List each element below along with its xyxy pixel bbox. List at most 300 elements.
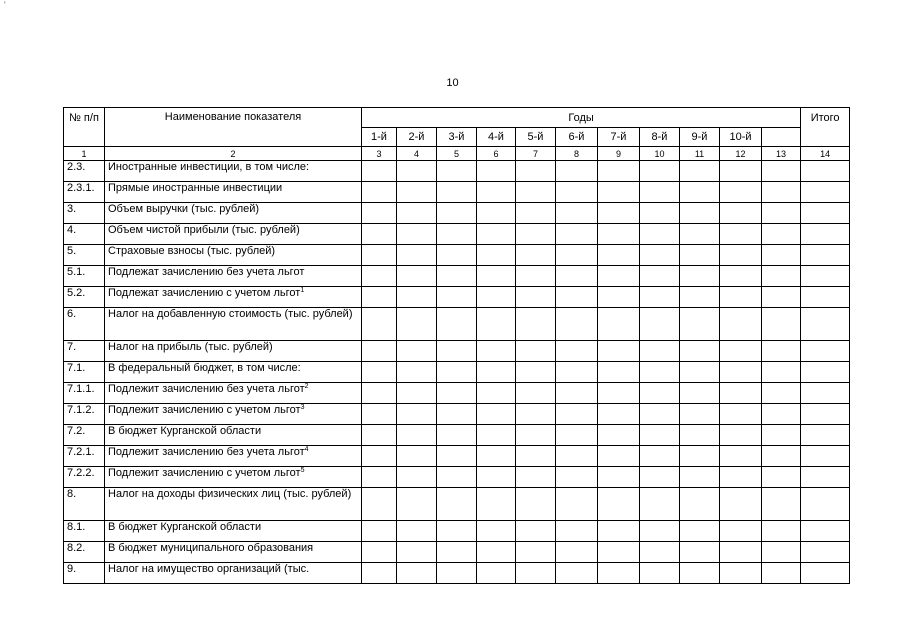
value-cell xyxy=(640,245,680,266)
value-cell xyxy=(397,521,437,542)
table-row xyxy=(64,404,850,425)
value-cell xyxy=(720,542,762,563)
table-row xyxy=(64,362,850,383)
value-cell xyxy=(720,362,762,383)
value-cell xyxy=(801,383,850,404)
row-code: 6. xyxy=(64,308,105,341)
header-year-10: 10-й xyxy=(720,128,762,147)
table-row xyxy=(64,308,850,341)
value-cell xyxy=(556,563,598,584)
value-cell xyxy=(516,446,556,467)
row-name: Подлежит зачислению без учета льгот xyxy=(108,383,305,395)
header-year-1: 1-й xyxy=(362,128,397,147)
row-code: 7. xyxy=(64,341,105,362)
value-cell xyxy=(598,341,640,362)
value-cell xyxy=(362,563,397,584)
column-number-14: 14 xyxy=(801,147,850,161)
value-cell xyxy=(801,245,850,266)
row-name-cell xyxy=(105,341,362,362)
column-number-8: 8 xyxy=(556,147,598,161)
value-cell xyxy=(516,467,556,488)
value-cell xyxy=(680,203,720,224)
table-row xyxy=(64,341,850,362)
table-row xyxy=(64,245,850,266)
value-cell xyxy=(598,404,640,425)
value-cell xyxy=(801,404,850,425)
value-cell xyxy=(362,488,397,521)
value-cell xyxy=(556,425,598,446)
value-cell xyxy=(516,488,556,521)
table-row xyxy=(64,287,850,308)
value-cell xyxy=(397,161,437,182)
value-cell xyxy=(477,308,516,341)
value-cell xyxy=(762,287,801,308)
row-name: Налог на доходы физических лиц (тыс. рублей) xyxy=(108,488,352,500)
value-cell xyxy=(762,404,801,425)
value-cell xyxy=(516,542,556,563)
value-cell xyxy=(801,521,850,542)
header-year-5: 5-й xyxy=(516,128,556,147)
value-cell xyxy=(598,542,640,563)
value-cell xyxy=(680,467,720,488)
row-code: 7.1.2. xyxy=(64,404,105,425)
table-row xyxy=(64,266,850,287)
value-cell xyxy=(720,308,762,341)
value-cell xyxy=(437,521,477,542)
value-cell xyxy=(516,287,556,308)
value-cell xyxy=(477,446,516,467)
value-cell xyxy=(762,542,801,563)
value-cell xyxy=(397,245,437,266)
value-cell xyxy=(477,425,516,446)
indicators-table xyxy=(63,107,850,584)
row-code: 5. xyxy=(64,245,105,266)
row-name: Подлежит зачислению с учетом льгот xyxy=(108,404,301,416)
value-cell xyxy=(556,224,598,245)
value-cell xyxy=(437,266,477,287)
value-cell xyxy=(437,446,477,467)
row-code: 7.1.1. xyxy=(64,383,105,404)
header-year-9: 9-й xyxy=(680,128,720,147)
value-cell xyxy=(801,488,850,521)
row-name: В федеральный бюджет, в том числе: xyxy=(108,362,301,374)
value-cell xyxy=(801,287,850,308)
value-cell xyxy=(680,488,720,521)
value-cell xyxy=(640,182,680,203)
value-cell xyxy=(362,521,397,542)
value-cell xyxy=(477,488,516,521)
footnote-marker: 5 xyxy=(300,467,305,474)
value-cell xyxy=(640,488,680,521)
value-cell xyxy=(640,383,680,404)
value-cell xyxy=(397,542,437,563)
table-row xyxy=(64,446,850,467)
value-cell xyxy=(477,563,516,584)
column-number-11: 11 xyxy=(680,147,720,161)
page-number: 10 xyxy=(446,77,459,89)
column-number-7: 7 xyxy=(516,147,556,161)
row-code: 7.2.2. xyxy=(64,467,105,488)
row-code: 8. xyxy=(64,488,105,521)
value-cell xyxy=(598,308,640,341)
value-cell xyxy=(362,383,397,404)
column-number-5: 5 xyxy=(437,147,477,161)
table-row xyxy=(64,563,850,584)
value-cell xyxy=(762,182,801,203)
row-code: 2.3.1. xyxy=(64,182,105,203)
value-cell xyxy=(516,203,556,224)
value-cell xyxy=(362,224,397,245)
value-cell xyxy=(680,542,720,563)
value-cell xyxy=(720,521,762,542)
value-cell xyxy=(640,446,680,467)
value-cell xyxy=(720,488,762,521)
row-name: Иностранные инвестиции, в том числе: xyxy=(108,161,310,173)
header-total-col: Итого xyxy=(801,108,850,147)
header-num-col: № п/п xyxy=(64,108,105,147)
column-number-1: 1 xyxy=(64,147,105,161)
value-cell xyxy=(477,467,516,488)
value-cell xyxy=(477,542,516,563)
value-cell xyxy=(801,224,850,245)
value-cell xyxy=(477,182,516,203)
value-cell xyxy=(516,425,556,446)
row-code: 4. xyxy=(64,224,105,245)
value-cell xyxy=(801,182,850,203)
value-cell xyxy=(680,266,720,287)
value-cell xyxy=(397,488,437,521)
row-name-cell xyxy=(105,287,362,308)
value-cell xyxy=(556,287,598,308)
value-cell xyxy=(362,425,397,446)
value-cell xyxy=(556,542,598,563)
value-cell xyxy=(762,446,801,467)
value-cell xyxy=(801,563,850,584)
value-cell xyxy=(801,446,850,467)
value-cell xyxy=(362,245,397,266)
value-cell xyxy=(720,563,762,584)
value-cell xyxy=(801,203,850,224)
header-year-4: 4-й xyxy=(477,128,516,147)
row-name-cell xyxy=(105,245,362,266)
value-cell xyxy=(397,425,437,446)
value-cell xyxy=(598,224,640,245)
value-cell xyxy=(720,341,762,362)
value-cell xyxy=(640,563,680,584)
header-year-2: 2-й xyxy=(397,128,437,147)
value-cell xyxy=(720,182,762,203)
table-row xyxy=(64,182,850,203)
value-cell xyxy=(516,182,556,203)
value-cell xyxy=(516,341,556,362)
value-cell xyxy=(437,308,477,341)
value-cell xyxy=(362,341,397,362)
column-number-9: 9 xyxy=(598,147,640,161)
value-cell xyxy=(680,383,720,404)
value-cell xyxy=(720,404,762,425)
row-name: Подлежит зачислению без учета льгот xyxy=(108,446,305,458)
value-cell xyxy=(762,224,801,245)
footnote-marker: 1 xyxy=(300,287,305,294)
value-cell xyxy=(397,383,437,404)
value-cell xyxy=(801,542,850,563)
value-cell xyxy=(516,161,556,182)
value-cell xyxy=(801,161,850,182)
row-name-cell xyxy=(105,161,362,182)
value-cell xyxy=(598,446,640,467)
value-cell xyxy=(640,362,680,383)
value-cell xyxy=(362,446,397,467)
table-row xyxy=(64,425,850,446)
value-cell xyxy=(762,203,801,224)
value-cell xyxy=(516,383,556,404)
header-year-11 xyxy=(762,128,801,147)
value-cell xyxy=(437,161,477,182)
value-cell xyxy=(477,224,516,245)
value-cell xyxy=(397,563,437,584)
value-cell xyxy=(598,182,640,203)
header-column-numbers xyxy=(64,147,850,161)
value-cell xyxy=(640,404,680,425)
value-cell xyxy=(720,203,762,224)
value-cell xyxy=(680,425,720,446)
value-cell xyxy=(556,341,598,362)
row-name-cell xyxy=(105,563,362,584)
value-cell xyxy=(640,224,680,245)
value-cell xyxy=(762,467,801,488)
row-name: Страховые взносы (тыс. рублей) xyxy=(108,245,276,257)
header-name-col: Наименование показателя xyxy=(105,108,362,147)
row-name: Подлежат зачислению с учетом льгот xyxy=(108,287,301,299)
value-cell xyxy=(437,488,477,521)
row-name-cell xyxy=(105,182,362,203)
value-cell xyxy=(556,362,598,383)
value-cell xyxy=(680,341,720,362)
header-year-8: 8-й xyxy=(640,128,680,147)
column-number-13: 13 xyxy=(762,147,801,161)
value-cell xyxy=(397,182,437,203)
table-row xyxy=(64,383,850,404)
row-name: Подлежат зачислению без учета льгот xyxy=(108,266,305,278)
value-cell xyxy=(556,182,598,203)
value-cell xyxy=(397,203,437,224)
row-name-cell xyxy=(105,308,362,341)
value-cell xyxy=(362,161,397,182)
value-cell xyxy=(437,203,477,224)
value-cell xyxy=(556,203,598,224)
value-cell xyxy=(680,182,720,203)
value-cell xyxy=(437,245,477,266)
header-year-6: 6-й xyxy=(556,128,598,147)
row-name: В бюджет Курганской области xyxy=(108,425,262,437)
value-cell xyxy=(437,182,477,203)
value-cell xyxy=(640,266,680,287)
row-name: Налог на добавленную стоимость (тыс. рублей) xyxy=(108,308,353,320)
column-number-3: 3 xyxy=(362,147,397,161)
value-cell xyxy=(477,287,516,308)
value-cell xyxy=(680,404,720,425)
table-row xyxy=(64,488,850,521)
value-cell xyxy=(437,341,477,362)
value-cell xyxy=(437,467,477,488)
row-code: 5.2. xyxy=(64,287,105,308)
value-cell xyxy=(720,266,762,287)
row-name: Объем чистой прибыли (тыс. рублей) xyxy=(108,224,300,236)
value-cell xyxy=(762,425,801,446)
table-body xyxy=(64,161,850,584)
header-year-3: 3-й xyxy=(437,128,477,147)
value-cell xyxy=(801,308,850,341)
row-name-cell xyxy=(105,521,362,542)
value-cell xyxy=(556,446,598,467)
value-cell xyxy=(801,362,850,383)
value-cell xyxy=(477,341,516,362)
value-cell xyxy=(680,563,720,584)
value-cell xyxy=(801,266,850,287)
row-name-cell xyxy=(105,542,362,563)
value-cell xyxy=(556,404,598,425)
row-code: 8.2. xyxy=(64,542,105,563)
value-cell xyxy=(640,203,680,224)
row-name-cell xyxy=(105,266,362,287)
value-cell xyxy=(720,245,762,266)
value-cell xyxy=(397,446,437,467)
table-row xyxy=(64,542,850,563)
row-name-cell xyxy=(105,383,362,404)
value-cell xyxy=(397,404,437,425)
value-cell xyxy=(680,287,720,308)
value-cell xyxy=(437,404,477,425)
value-cell xyxy=(516,308,556,341)
value-cell xyxy=(516,362,556,383)
value-cell xyxy=(720,467,762,488)
table-row xyxy=(64,203,850,224)
row-name: Прямые иностранные инвестиции xyxy=(108,182,283,194)
value-cell xyxy=(598,467,640,488)
value-cell xyxy=(720,224,762,245)
value-cell xyxy=(680,446,720,467)
row-name-cell xyxy=(105,404,362,425)
value-cell xyxy=(762,245,801,266)
value-cell xyxy=(362,308,397,341)
value-cell xyxy=(762,563,801,584)
value-cell xyxy=(720,425,762,446)
value-cell xyxy=(362,203,397,224)
value-cell xyxy=(762,362,801,383)
column-number-4: 4 xyxy=(397,147,437,161)
value-cell xyxy=(477,383,516,404)
value-cell xyxy=(720,161,762,182)
value-cell xyxy=(516,245,556,266)
value-cell xyxy=(477,161,516,182)
value-cell xyxy=(437,287,477,308)
value-cell xyxy=(437,362,477,383)
value-cell xyxy=(598,203,640,224)
value-cell xyxy=(598,161,640,182)
row-name: Налог на имущество организаций (тыс. xyxy=(108,563,310,575)
value-cell xyxy=(640,542,680,563)
value-cell xyxy=(801,467,850,488)
value-cell xyxy=(762,341,801,362)
value-cell xyxy=(516,404,556,425)
column-number-12: 12 xyxy=(720,147,762,161)
value-cell xyxy=(556,161,598,182)
value-cell xyxy=(680,161,720,182)
row-name: Объем выручки (тыс. рублей) xyxy=(108,203,260,215)
value-cell xyxy=(556,245,598,266)
value-cell xyxy=(762,161,801,182)
value-cell xyxy=(640,308,680,341)
value-cell xyxy=(437,542,477,563)
value-cell xyxy=(362,287,397,308)
value-cell xyxy=(477,404,516,425)
row-name-cell xyxy=(105,467,362,488)
value-cell xyxy=(598,383,640,404)
value-cell xyxy=(516,224,556,245)
row-code: 3. xyxy=(64,203,105,224)
value-cell xyxy=(598,425,640,446)
value-cell xyxy=(598,266,640,287)
value-cell xyxy=(477,362,516,383)
value-cell xyxy=(598,521,640,542)
value-cell xyxy=(362,542,397,563)
row-code: 7.2. xyxy=(64,425,105,446)
row-name-cell xyxy=(105,203,362,224)
value-cell xyxy=(680,245,720,266)
value-cell xyxy=(762,521,801,542)
value-cell xyxy=(801,341,850,362)
value-cell xyxy=(477,203,516,224)
column-number-10: 10 xyxy=(640,147,680,161)
value-cell xyxy=(556,521,598,542)
row-name-cell xyxy=(105,446,362,467)
value-cell xyxy=(762,308,801,341)
value-cell xyxy=(556,383,598,404)
value-cell xyxy=(397,308,437,341)
header-years-group: Годы xyxy=(362,108,801,128)
row-code: 8.1. xyxy=(64,521,105,542)
value-cell xyxy=(437,224,477,245)
value-cell xyxy=(640,341,680,362)
value-cell xyxy=(680,224,720,245)
value-cell xyxy=(801,425,850,446)
value-cell xyxy=(680,308,720,341)
row-code: 9. xyxy=(64,563,105,584)
value-cell xyxy=(477,521,516,542)
value-cell xyxy=(720,287,762,308)
value-cell xyxy=(477,266,516,287)
value-cell xyxy=(556,308,598,341)
value-cell xyxy=(397,341,437,362)
table-row xyxy=(64,224,850,245)
value-cell xyxy=(397,467,437,488)
footnote-marker: 4 xyxy=(304,446,309,453)
value-cell xyxy=(598,245,640,266)
value-cell xyxy=(720,383,762,404)
table-row xyxy=(64,521,850,542)
header-year-7: 7-й xyxy=(598,128,640,147)
value-cell xyxy=(762,383,801,404)
value-cell xyxy=(640,287,680,308)
value-cell xyxy=(762,488,801,521)
row-name: Налог на прибыль (тыс. рублей) xyxy=(108,341,273,353)
value-cell xyxy=(598,488,640,521)
value-cell xyxy=(598,287,640,308)
value-cell xyxy=(362,362,397,383)
value-cell xyxy=(397,362,437,383)
row-name: В бюджет Курганской области xyxy=(108,521,262,533)
value-cell xyxy=(477,245,516,266)
